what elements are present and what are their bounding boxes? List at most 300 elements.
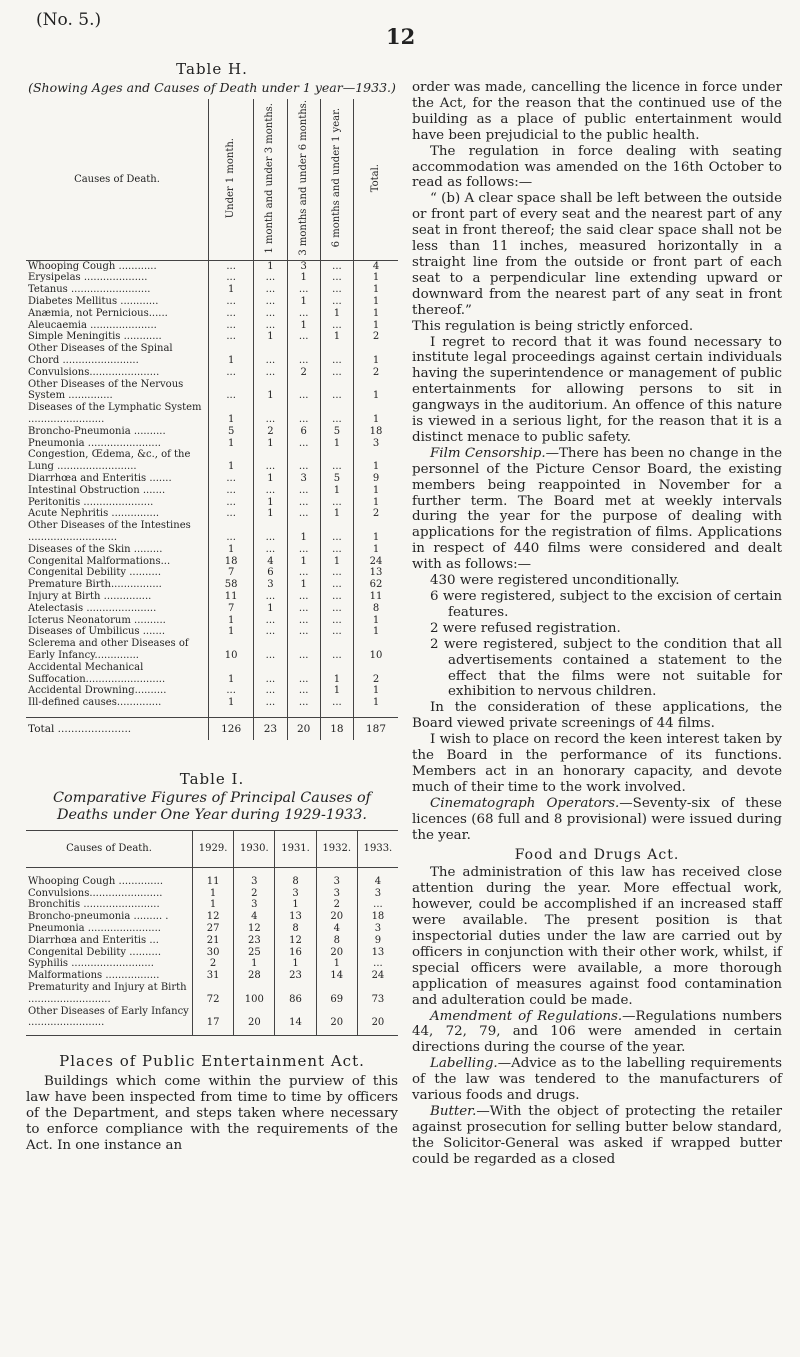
value-cell: ... xyxy=(254,662,287,686)
value-cell: ... xyxy=(320,567,353,579)
value-cell: ... xyxy=(209,473,254,485)
para-legal: I regret to record that it was found necessary to institute legal proceedings against certain individuals having the superintendence or management of public entertainments for allowing persons to sit in gangways in the auditorium. An offence of this nature is viewed in a serious light, for the reason that it is a distinct menace to public safety. xyxy=(412,334,782,445)
value-cell: 1 xyxy=(354,272,398,284)
cause-cell: Diarrhœa and Enteritis ... xyxy=(28,934,159,946)
table-row xyxy=(26,888,398,900)
list-item: 2 were registered, subject to the condition that all advertisements contained a statement to the effect that the films were not suitable for exhibition to nervous children. xyxy=(430,636,782,700)
value-cell: 1 xyxy=(254,438,287,450)
value-cell: 69 xyxy=(316,982,357,1006)
cause-cell: Anæmia, not Pernicious...... xyxy=(28,307,168,319)
para-interest: I wish to place on record the keen interest taken by the Board in the performance of its functions. Members act in an honorary capacity, and devote much of their time to the work involved. xyxy=(412,732,782,795)
cause-cell: Atelectasis ...................... xyxy=(28,602,157,614)
para-butter xyxy=(412,1104,782,1168)
value-cell: 3 xyxy=(354,438,398,450)
value-cell: ... xyxy=(209,272,254,284)
para-order: order was made, cancelling the licence in force under the Act, for the reason that the continued use of the building as a place of public entertainment would have been prejudicial to the public health. xyxy=(412,80,782,143)
cause-cell: Convulsions....................... xyxy=(28,887,163,899)
cause-cell: Congestion, Œdema, &c., of the Lung ......................... xyxy=(28,449,191,473)
value-cell: 1 xyxy=(209,544,254,556)
value-cell: ... xyxy=(287,508,320,520)
butter-text: —With the object of protecting the retailer against prosecution for selling butter below standard, the Solicitor-General was asked if wrapped butter could be regarded as a closed xyxy=(412,1104,782,1167)
value-cell: 18 xyxy=(354,426,398,438)
value-cell: 3 xyxy=(316,888,357,900)
table-row xyxy=(26,485,398,497)
value-cell: 24 xyxy=(357,970,398,982)
value-cell: 1 xyxy=(354,343,398,367)
value-cell: 8 xyxy=(275,923,316,935)
value-cell: 1 xyxy=(254,497,287,509)
value-cell: ... xyxy=(287,544,320,556)
table-h-caption: Table H. xyxy=(176,60,248,78)
value-cell: 1 xyxy=(287,320,320,332)
table-row xyxy=(26,426,398,438)
table-i-col-header: 1931. xyxy=(275,830,316,867)
table-h-col-header: Causes of Death. xyxy=(26,99,209,260)
value-cell: 11 xyxy=(209,591,254,603)
value-cell: 1 xyxy=(254,260,287,272)
table-h-subtitle: (Showing Ages and Causes of Death under 1 year—1933.) xyxy=(28,80,396,95)
value-cell: 20 xyxy=(234,1006,275,1036)
cause-cell: Pneumonia ....................... xyxy=(28,922,161,934)
value-cell: ... xyxy=(320,544,353,556)
value-cell: 4 xyxy=(357,876,398,888)
value-cell: 1 xyxy=(209,449,254,473)
value-cell: ... xyxy=(287,343,320,367)
value-cell: 16 xyxy=(275,947,316,959)
value-cell: ... xyxy=(209,367,254,379)
value-cell: 3 xyxy=(234,876,275,888)
value-cell: 20 xyxy=(357,1006,398,1036)
table-row xyxy=(26,520,398,544)
value-cell: 4 xyxy=(354,260,398,272)
value-cell: 13 xyxy=(357,947,398,959)
film-censorship-text: —There has been no change in the personnel of the Picture Censor Board, the existing members being reappointed in November for a further term. The Board met at weekly intervals during the year for the purpose of dealing with applications for the registration of films. Applications in respect of 440 films were considered and dealt with as follows:— xyxy=(412,445,782,573)
value-cell: 11 xyxy=(354,591,398,603)
value-cell: 1 xyxy=(354,402,398,426)
value-cell: 2 xyxy=(234,888,275,900)
value-cell: 2 xyxy=(316,899,357,911)
list-item: 2 were refused registration. xyxy=(430,620,621,636)
value-cell: 1 xyxy=(287,520,320,544)
value-cell: 2 xyxy=(354,331,398,343)
para-quote: “ (b) A clear space shall be left between the outside or front part of every seat and the nearest part of any seat in front thereof; the said clear space shall not be less than 11 inches, measured horizontally in a straight line from the outside or front part of each seat to a perpendicular line extending upward or downward from the nearest part of any seat in front thereof.” xyxy=(412,191,782,318)
value-cell: 1 xyxy=(209,284,254,296)
value-cell: 4 xyxy=(254,556,287,568)
value-cell: 1 xyxy=(193,899,234,911)
value-cell: ... xyxy=(320,449,353,473)
value-cell: 3 xyxy=(357,888,398,900)
table-h-col-header-text: 1 month and under 3 months. xyxy=(264,102,276,254)
list-item: 430 were registered unconditionally. xyxy=(430,573,680,589)
cause-cell: Pneumonia ....................... xyxy=(28,437,161,449)
para-film-censorship xyxy=(412,446,782,573)
table-h xyxy=(26,99,398,740)
value-cell: 1 xyxy=(254,331,287,343)
table-row xyxy=(26,331,398,343)
value-cell: ... xyxy=(320,296,353,308)
amendment-title: Amendment of Regulations. xyxy=(430,1008,623,1024)
value-cell: ... xyxy=(254,615,287,627)
cinematograph-text: —Seventy-six of these licences (68 full and 8 provisional) were issued during the year. xyxy=(412,795,782,843)
value-cell: 8 xyxy=(275,876,316,888)
cause-cell: Premature Birth................ xyxy=(28,579,162,591)
value-cell: 2 xyxy=(254,426,287,438)
cause-cell: Tetanus ......................... xyxy=(28,284,151,296)
value-cell: 1 xyxy=(354,485,398,497)
total-value: 126 xyxy=(209,717,254,739)
value-cell: 1 xyxy=(320,508,353,520)
value-cell: 72 xyxy=(193,982,234,1006)
value-cell: 1 xyxy=(275,899,316,911)
value-cell: ... xyxy=(320,626,353,638)
value-cell: ... xyxy=(209,520,254,544)
value-cell: ... xyxy=(287,308,320,320)
value-cell: ... xyxy=(320,603,353,615)
value-cell: 1 xyxy=(354,697,398,709)
value-cell: 8 xyxy=(316,935,357,947)
value-cell: 23 xyxy=(234,935,275,947)
value-cell: 4 xyxy=(316,923,357,935)
para-screenings: In the consideration of these applications, the Board viewed private screenings of 44 films. xyxy=(412,700,782,732)
value-cell: 3 xyxy=(316,876,357,888)
value-cell: ... xyxy=(254,343,287,367)
food-drugs-heading: Food and Drugs Act. xyxy=(514,846,680,863)
value-cell: 2 xyxy=(354,508,398,520)
value-cell: 1 xyxy=(254,473,287,485)
value-cell: ... xyxy=(320,320,353,332)
value-cell: ... xyxy=(320,402,353,426)
value-cell: ... xyxy=(287,449,320,473)
amendment-text: —Regulations numbers 44, 72, 79, and 106 were amended in certain directions during the course of the year. xyxy=(412,1008,782,1056)
table-row xyxy=(26,1006,398,1036)
value-cell: ... xyxy=(254,485,287,497)
table-row xyxy=(26,626,398,638)
value-cell: 21 xyxy=(193,935,234,947)
table-row xyxy=(26,260,398,272)
value-cell: 1 xyxy=(320,556,353,568)
value-cell: 23 xyxy=(275,970,316,982)
document-number: (No. 5.) xyxy=(36,10,102,30)
value-cell: 3 xyxy=(287,473,320,485)
total-value: 20 xyxy=(287,717,320,739)
table-row xyxy=(26,567,398,579)
value-cell: 1 xyxy=(287,272,320,284)
table-row xyxy=(26,603,398,615)
cause-cell: Sclerema and other Diseases of Early Infancy.............. xyxy=(28,638,189,661)
value-cell: 17 xyxy=(193,1006,234,1036)
value-cell: ... xyxy=(287,485,320,497)
value-cell: 13 xyxy=(354,567,398,579)
total-row xyxy=(26,717,398,739)
value-cell: 1 xyxy=(354,544,398,556)
cause-cell: Other Diseases of the Intestines ............................ xyxy=(28,520,191,543)
cause-cell: Accidental Drowning.......... xyxy=(28,685,167,697)
cause-cell: Whooping Cough .............. xyxy=(28,875,164,887)
table-h-col-header-text: 6 months and under 1 year. xyxy=(330,108,342,248)
labelling-title: Labelling. xyxy=(430,1056,498,1072)
value-cell: 1 xyxy=(254,508,287,520)
value-cell: 14 xyxy=(275,1006,316,1036)
value-cell: ... xyxy=(254,272,287,284)
value-cell: ... xyxy=(209,485,254,497)
value-cell: ... xyxy=(254,626,287,638)
value-cell: 1 xyxy=(320,438,353,450)
cause-cell: Bronchitis ........................ xyxy=(28,899,160,911)
value-cell: 20 xyxy=(316,947,357,959)
value-cell: 1 xyxy=(354,320,398,332)
table-row xyxy=(26,899,398,911)
value-cell: 7 xyxy=(209,567,254,579)
value-cell: 14 xyxy=(316,970,357,982)
value-cell: 10 xyxy=(354,638,398,662)
value-cell: ... xyxy=(320,697,353,709)
value-cell: ... xyxy=(320,260,353,272)
cause-cell: Acute Nephritis ............... xyxy=(28,508,160,520)
table-row xyxy=(26,508,398,520)
table-row xyxy=(26,697,398,709)
value-cell: 1 xyxy=(254,603,287,615)
value-cell: ... xyxy=(287,615,320,627)
table-h-col-header xyxy=(287,99,320,260)
table-row xyxy=(26,923,398,935)
table-row xyxy=(26,911,398,923)
value-cell: 31 xyxy=(193,970,234,982)
table-row xyxy=(26,591,398,603)
value-cell: 1 xyxy=(354,685,398,697)
value-cell: 1 xyxy=(275,958,316,970)
value-cell: 1 xyxy=(287,556,320,568)
value-cell: 3 xyxy=(287,260,320,272)
value-cell: ... xyxy=(254,638,287,662)
table-row xyxy=(26,272,398,284)
value-cell: ... xyxy=(209,508,254,520)
value-cell: 3 xyxy=(234,899,275,911)
value-cell: ... xyxy=(209,296,254,308)
value-cell: ... xyxy=(287,603,320,615)
value-cell: 5 xyxy=(209,426,254,438)
cause-cell: Congenital Debility .......... xyxy=(28,567,161,579)
value-cell: ... xyxy=(320,497,353,509)
value-cell: ... xyxy=(254,685,287,697)
cause-cell: Aleucaemia ..................... xyxy=(28,319,157,331)
value-cell: ... xyxy=(254,320,287,332)
value-cell: ... xyxy=(254,296,287,308)
table-row xyxy=(26,662,398,686)
cinematograph-title: Cinematograph Operators. xyxy=(430,795,620,811)
value-cell: 28 xyxy=(234,970,275,982)
value-cell: ... xyxy=(209,685,254,697)
value-cell: 1 xyxy=(354,449,398,473)
cause-cell: Congenital Debility .......... xyxy=(28,946,161,958)
value-cell: 3 xyxy=(254,579,287,591)
cause-cell: Diseases of the Skin ......... xyxy=(28,543,163,555)
left-column xyxy=(26,60,398,1154)
film-censorship-title: Film Censorship. xyxy=(430,445,546,461)
table-i-subtitle: Comparative Figures of Principal Causes of Deaths under One Year during 1929-1933. xyxy=(53,789,371,823)
value-cell: 20 xyxy=(316,1006,357,1036)
cause-cell: Erysipelas .................... xyxy=(28,272,148,284)
value-cell: ... xyxy=(287,379,320,403)
cause-cell: Injury at Birth ............... xyxy=(28,590,152,602)
value-cell: 6 xyxy=(287,426,320,438)
value-cell: ... xyxy=(254,544,287,556)
cause-cell: Malformations ................. xyxy=(28,970,160,982)
value-cell: 1 xyxy=(354,497,398,509)
table-row xyxy=(26,876,398,888)
value-cell: 12 xyxy=(234,923,275,935)
table-row xyxy=(26,970,398,982)
value-cell: ... xyxy=(209,331,254,343)
value-cell: ... xyxy=(287,685,320,697)
value-cell: ... xyxy=(357,958,398,970)
value-cell: 62 xyxy=(354,579,398,591)
para-regulation: The regulation in force dealing with seating accommodation was amended on the 16th October to read as follows:— xyxy=(412,143,782,191)
cause-cell: Broncho-Pneumonia .......... xyxy=(28,425,166,437)
value-cell: 73 xyxy=(357,982,398,1006)
table-h-col-header xyxy=(254,99,287,260)
places-heading: Places of Public Entertainment Act. xyxy=(59,1052,365,1071)
cause-cell: Diarrhœa and Enteritis ....... xyxy=(28,473,172,484)
value-cell: 3 xyxy=(357,923,398,935)
value-cell: 5 xyxy=(320,426,353,438)
table-row xyxy=(26,343,398,367)
film-list xyxy=(412,573,782,700)
value-cell: ... xyxy=(254,449,287,473)
value-cell: ... xyxy=(287,638,320,662)
value-cell: 2 xyxy=(354,662,398,686)
table-row xyxy=(26,958,398,970)
cause-cell: Broncho-pneumonia ......... . xyxy=(28,911,169,923)
value-cell: ... xyxy=(320,379,353,403)
value-cell: 1 xyxy=(354,615,398,627)
butter-title: Butter. xyxy=(430,1104,477,1119)
cause-cell: Intestinal Obstruction ....... xyxy=(28,484,166,496)
value-cell: ... xyxy=(254,284,287,296)
table-h-col-header-text: Under 1 month. xyxy=(225,137,237,218)
cause-cell: Peritonitis ...................... xyxy=(28,496,154,508)
table-row xyxy=(26,615,398,627)
table-i-col-header: 1932. xyxy=(316,830,357,867)
cause-cell: Diseases of Umbilicus ....... xyxy=(28,626,165,638)
table-row xyxy=(26,379,398,403)
value-cell: ... xyxy=(320,343,353,367)
table-h-col-header-text: 3 months and under 6 months. xyxy=(297,100,309,256)
table-row xyxy=(26,556,398,568)
para-labelling xyxy=(412,1056,782,1104)
value-cell: ... xyxy=(254,520,287,544)
table-row xyxy=(26,402,398,426)
page-number: 12 xyxy=(386,24,416,49)
value-cell: 58 xyxy=(209,579,254,591)
value-cell: ... xyxy=(254,367,287,379)
table-row xyxy=(26,284,398,296)
value-cell: ... xyxy=(320,284,353,296)
value-cell: ... xyxy=(209,379,254,403)
value-cell: ... xyxy=(209,260,254,272)
cause-cell: Syphilis .......................... xyxy=(28,958,154,970)
table-i-col-header: 1929. xyxy=(193,830,234,867)
total-value: 187 xyxy=(354,717,398,739)
para-cinematograph xyxy=(412,796,782,844)
value-cell: ... xyxy=(320,638,353,662)
value-cell: 3 xyxy=(275,888,316,900)
value-cell: 1 xyxy=(354,308,398,320)
value-cell: 2 xyxy=(354,367,398,379)
value-cell: ... xyxy=(320,520,353,544)
table-row xyxy=(26,579,398,591)
value-cell: 1 xyxy=(209,626,254,638)
value-cell: ... xyxy=(287,591,320,603)
value-cell: 1 xyxy=(354,296,398,308)
cause-cell: Diseases of the Lymphatic System ........................ xyxy=(28,402,202,426)
value-cell: 20 xyxy=(316,911,357,923)
value-cell: 1 xyxy=(193,888,234,900)
value-cell: ... xyxy=(209,320,254,332)
table-row xyxy=(26,544,398,556)
value-cell: ... xyxy=(254,308,287,320)
value-cell: 13 xyxy=(275,911,316,923)
value-cell: 9 xyxy=(354,473,398,485)
table-row xyxy=(26,497,398,509)
para-enforced: This regulation is being strictly enforced. xyxy=(412,318,694,334)
cause-cell: Icterus Neonatorum .......... xyxy=(28,614,166,626)
right-column xyxy=(412,80,782,1168)
value-cell: 1 xyxy=(354,626,398,638)
value-cell: ... xyxy=(320,367,353,379)
table-i-col-header: 1933. xyxy=(357,830,398,867)
cause-cell: Whooping Cough ............ xyxy=(28,260,157,272)
value-cell: ... xyxy=(287,497,320,509)
table-row xyxy=(26,320,398,332)
table-row xyxy=(26,935,398,947)
value-cell: 1 xyxy=(209,402,254,426)
value-cell: ... xyxy=(320,615,353,627)
value-cell: ... xyxy=(320,272,353,284)
table-h-col-header xyxy=(320,99,353,260)
value-cell: 1 xyxy=(209,343,254,367)
value-cell: 30 xyxy=(193,947,234,959)
table-i-col-header: 1930. xyxy=(234,830,275,867)
value-cell: ... xyxy=(254,697,287,709)
value-cell: 100 xyxy=(234,982,275,1006)
value-cell: 1 xyxy=(209,615,254,627)
value-cell: 1 xyxy=(320,685,353,697)
table-row xyxy=(26,638,398,662)
value-cell: 4 xyxy=(234,911,275,923)
value-cell: 12 xyxy=(193,911,234,923)
value-cell: 1 xyxy=(320,308,353,320)
value-cell: ... xyxy=(209,308,254,320)
total-label: Total ...................... xyxy=(26,717,209,739)
table-i xyxy=(26,830,398,1036)
value-cell: ... xyxy=(209,497,254,509)
value-cell: 1 xyxy=(209,697,254,709)
value-cell: ... xyxy=(254,402,287,426)
value-cell: ... xyxy=(357,899,398,911)
value-cell: 2 xyxy=(193,958,234,970)
value-cell: 1 xyxy=(254,379,287,403)
value-cell: 1 xyxy=(320,485,353,497)
table-i-col-header: Causes of Death. xyxy=(26,830,193,867)
cause-cell: Simple Meningitis ............ xyxy=(28,331,162,343)
para-amendment xyxy=(412,1009,782,1057)
value-cell: ... xyxy=(287,438,320,450)
cause-cell: Diabetes Mellitus ............ xyxy=(28,296,159,308)
table-i-caption: Table I. xyxy=(179,769,245,788)
value-cell: 1 xyxy=(287,296,320,308)
value-cell: 1 xyxy=(354,284,398,296)
value-cell: 6 xyxy=(254,567,287,579)
